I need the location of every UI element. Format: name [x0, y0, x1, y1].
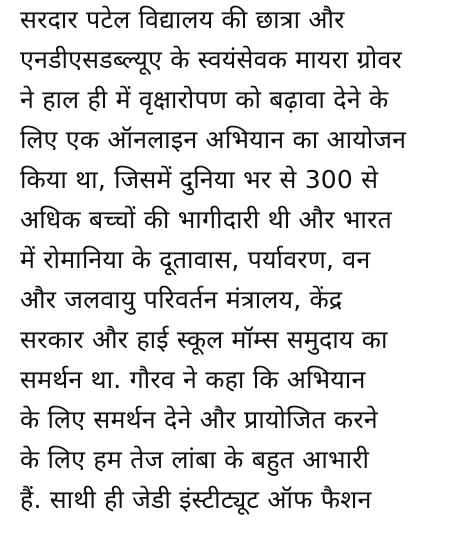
- article-line-6: अधिक बच्चों की भागीदारी थी और भारत: [20, 205, 392, 234]
- article-line-4: लिए एक ऑनलाइन अभियान का आयोजन: [20, 125, 407, 154]
- article-line-3: ने हाल ही में वृक्षारोपण को बढ़ावा देने के: [20, 85, 389, 114]
- article-line-9: सरकार और हाई स्कूल मॉम्स समुदाय का: [20, 325, 388, 354]
- article-line-12: के लिए हम तेज लांबा के बहुत आभारी: [20, 445, 370, 474]
- article-line-1: सरदार पटेल विद्यालय की छात्रा और: [20, 5, 345, 34]
- article-line-13: हैं. साथी ही जेडी इंस्टीट्यूट ऑफ फैशन: [20, 485, 372, 514]
- article-line-10: समर्थन था. गौरव ने कहा कि अभियान: [20, 365, 366, 394]
- article-line-5: किया था, जिसमें दुनिया भर से 300 से: [20, 165, 379, 194]
- article-line-8: और जलवायु परिवर्तन मंत्रालय, केंद्र: [20, 285, 343, 314]
- article-body: [20, 0, 454, 520]
- article-line-11: के लिए समर्थन देने और प्रायोजित करने: [20, 405, 378, 434]
- article-line-7: में रोमानिया के दूतावास, पर्यावरण, वन: [20, 245, 371, 274]
- article-line-2: एनडीएसडब्ल्यूए के स्वयंसेवक मायरा ग्रोवर: [20, 45, 402, 74]
